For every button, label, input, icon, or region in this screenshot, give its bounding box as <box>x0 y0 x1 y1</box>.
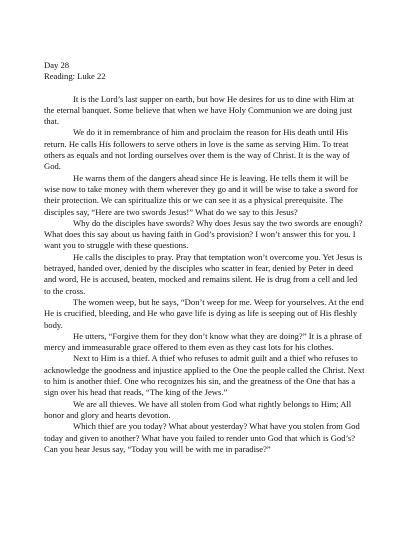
document-body <box>44 94 366 456</box>
day-heading: Day 28 <box>44 60 70 70</box>
paragraph: It is the Lord’s last supper on earth, but how He desires for us to dine with Him at the eternal banquet. Some believe that when we have Holy Communion we are doing just that. <box>44 93 354 127</box>
paragraph: We do it in remembrance of him and proclaim the reason for His death until His return. He calls His followers to serve others in love is the same as serving Him. To treat others as equals and not lording ourselves over them is the way of Christ. It is the way of God. <box>44 127 350 172</box>
paragraph: He utters, “Forgive them for they don’t know what they are doing?” It is a phrase of mercy and immeasurable grace offered to them even as they cast lots for his clothes. <box>44 330 362 353</box>
paragraph: The women weep, but he says, “Don’t weep for me. Weep for yourselves. At the end He is crucified, bleeding, and He who gave life is dying as life is seeping out of His fleshly body. <box>44 296 364 330</box>
paragraph: Which thief are you today? What about yesterday? What have you stolen from God today and given to another? What have you failed to render unto God that which is God’s? Can you hear Jesus say, “Today you will be with me in paradise?” <box>44 421 360 454</box>
paragraph: Why do the disciples have swords? Why does Jesus say the two swords are enough? What does this say about us having faith in God’s provision? I won’t answer this for you. I want you to struggle with these questions. <box>44 217 363 251</box>
paragraph: We are all thieves. We have all stolen from God what rightly belongs to Him; All honor and glory and hearts devotion. <box>44 398 352 420</box>
reading-heading: Reading: Luke 22 <box>44 71 106 82</box>
paragraph: He warns them of the dangers ahead since He is leaving. He tells them it will be wise now to take money with them wherever they go and it will be wise to take a sword for their protection. We can spiritualize this or we can see it as a physical prerequisite. The disciples say, “Here are two swords Jesus!” What do we say to this Jesus? <box>44 172 358 217</box>
paragraph: Next to Him is a thief. A thief who refuses to admit guilt and a thief who refuses to acknowledge the goodness and injustice applied to the One the people called the Christ. Next to him is another thief. One who recognizes his sin, and the greatness of the One that has a sign over his head that reads, “The king of the Jews.” <box>44 353 365 398</box>
paragraph: He calls the disciples to pray. Pray that temptation won’t overcome you. Yet Jesus is betrayed, handed over, denied by the disciples who scatter in fear, denied by Peter in deed and word, He is accused, beaten, mocked and remains silent. He is drug from a cell and led to the cross. <box>44 251 363 296</box>
